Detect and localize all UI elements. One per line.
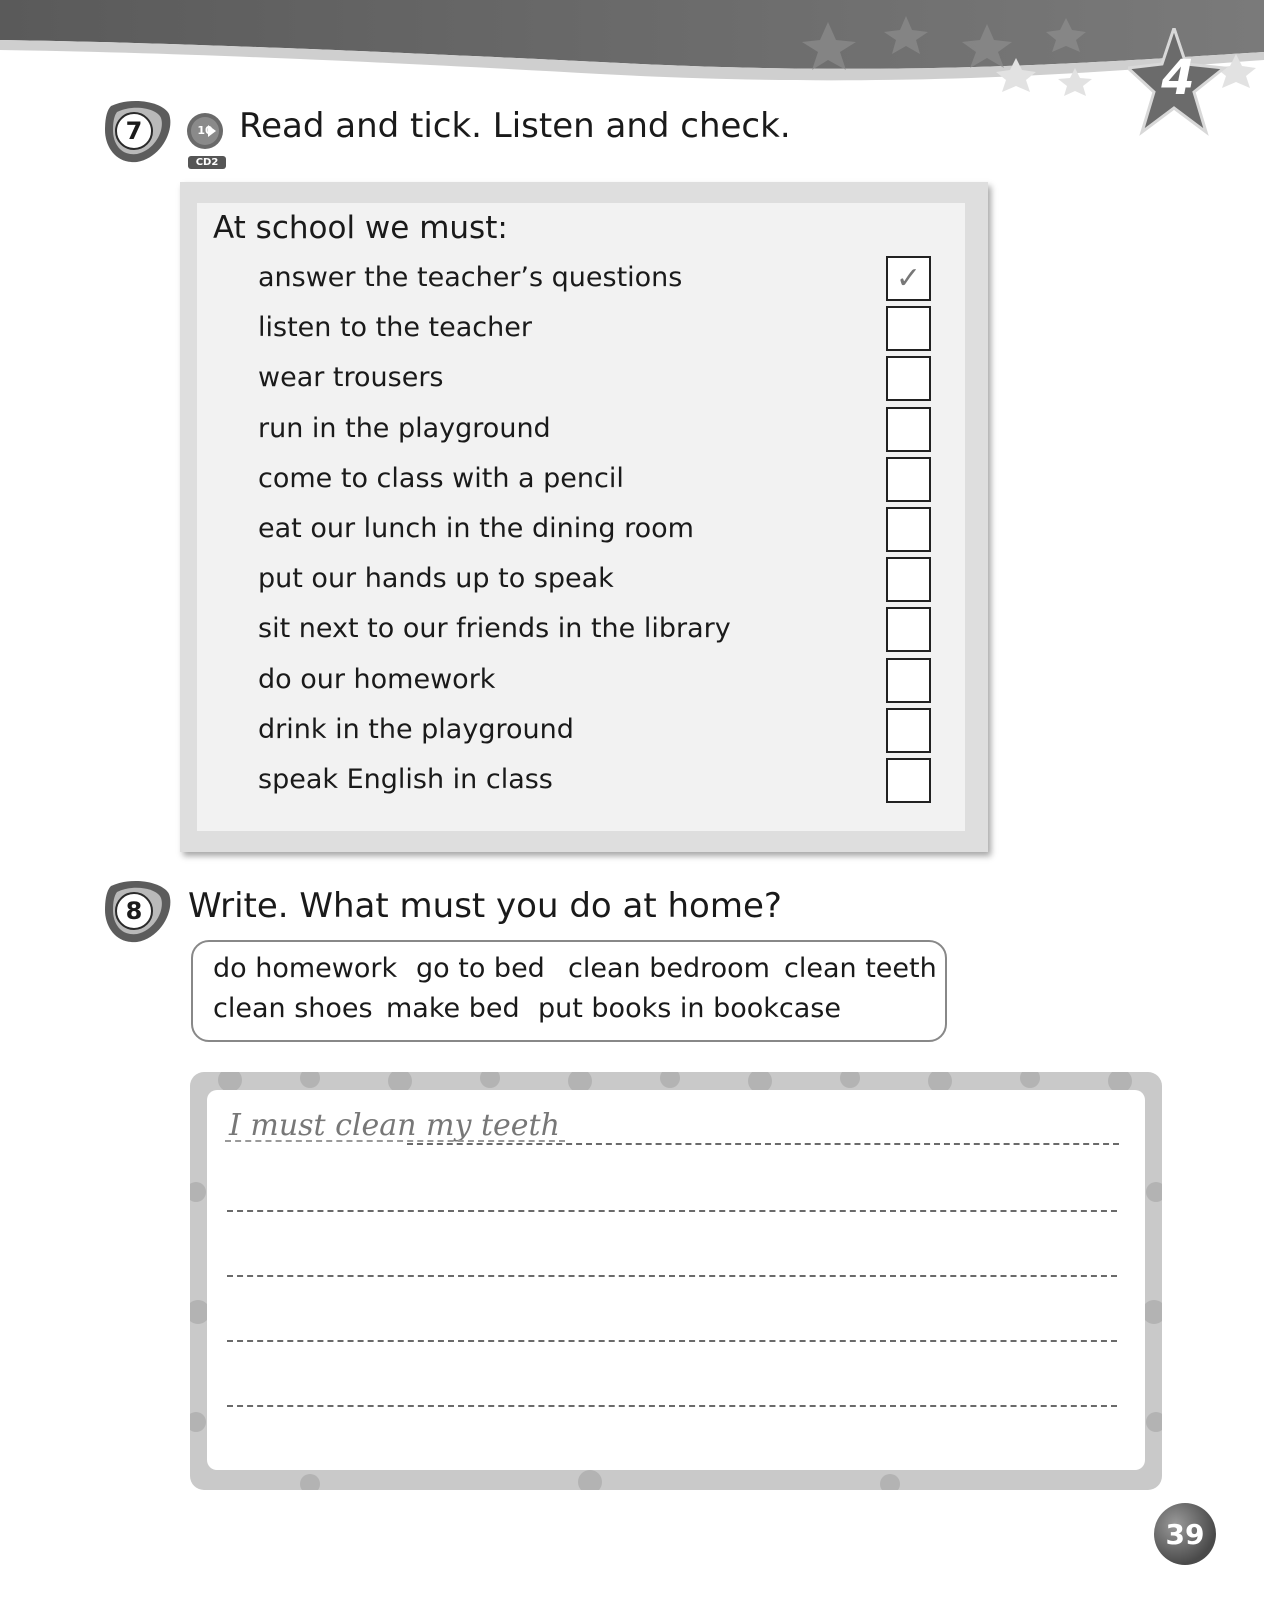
writing-line[interactable] <box>227 1405 1117 1407</box>
writing-line[interactable] <box>227 1340 1117 1342</box>
exercise-8-number: 8 <box>125 897 143 925</box>
word-bank-item: go to bed <box>416 953 545 984</box>
checklist-row <box>258 658 938 708</box>
word-bank <box>191 940 947 1042</box>
tick-box[interactable] <box>886 306 931 351</box>
page-number: 39 <box>1154 1503 1216 1565</box>
checklist-item-text: answer the teacher’s questions <box>258 262 683 293</box>
writing-line[interactable] <box>407 1143 1119 1145</box>
checklist-item-text: listen to the teacher <box>258 312 532 344</box>
word-bank-item: clean bedroom <box>568 953 770 984</box>
checklist-item-text: wear trousers <box>258 362 444 394</box>
word-bank-item: do homework <box>213 953 398 984</box>
checklist-item-text: speak English in class <box>258 764 553 795</box>
checklist-item-text: run in the playground <box>258 412 551 444</box>
checklist-item-text: do our homework <box>258 663 496 695</box>
example-underline <box>225 1140 565 1142</box>
checklist-heading: At school we must: <box>213 210 508 246</box>
tick-box[interactable] <box>886 356 931 401</box>
checklist-row <box>258 306 938 356</box>
tick-box[interactable] <box>886 557 931 602</box>
example-sentence: I must clean my teeth <box>229 1108 560 1143</box>
unit-number: 4 <box>1161 50 1195 106</box>
checklist-item-text: sit next to our friends in the library <box>258 613 731 645</box>
writing-line[interactable] <box>227 1275 1117 1277</box>
checklist-row <box>258 607 938 657</box>
audio-track-icon[interactable] <box>186 112 230 170</box>
word-bank-item: put books in bookcase <box>538 993 841 1024</box>
checklist-row <box>258 557 938 607</box>
writing-area-frame <box>190 1072 1162 1490</box>
exercise-7-number: 7 <box>125 117 143 145</box>
word-bank-item: clean teeth <box>784 953 937 984</box>
tick-box[interactable]: ✓ <box>886 256 931 301</box>
checklist-item-text: drink in the playground <box>258 713 574 745</box>
word-bank-item: clean shoes <box>213 993 373 1024</box>
tick-box[interactable] <box>886 708 931 753</box>
tick-box[interactable] <box>886 407 931 452</box>
word-bank-item: make bed <box>386 993 520 1024</box>
checklist-row <box>258 407 938 457</box>
tick-box[interactable] <box>886 507 931 552</box>
tick-box[interactable] <box>886 457 931 502</box>
checklist-row <box>258 256 938 306</box>
audio-track-number: 10 <box>197 124 213 137</box>
writing-line[interactable] <box>227 1210 1117 1212</box>
tick-box[interactable] <box>886 758 931 803</box>
checklist-row <box>258 457 938 507</box>
checklist-item-text: put our hands up to speak <box>258 563 614 595</box>
exercise-8-title: Write. What must you do at home? <box>188 886 782 926</box>
exercise-8-badge <box>103 880 173 946</box>
audio-cd-label: CD2 <box>188 156 226 169</box>
writing-area[interactable] <box>207 1090 1145 1470</box>
tick-box[interactable] <box>886 658 931 703</box>
checklist-row <box>258 708 938 758</box>
checklist-row <box>258 758 938 808</box>
exercise-7-title: Read and tick. Listen and check. <box>239 106 791 146</box>
exercise-7-badge <box>103 100 173 166</box>
checklist-row <box>258 356 938 406</box>
checklist-row <box>258 507 938 557</box>
tick-box[interactable] <box>886 607 931 652</box>
checklist-item-text: eat our lunch in the dining room <box>258 513 694 544</box>
checklist-item-text: come to class with a pencil <box>258 462 624 494</box>
